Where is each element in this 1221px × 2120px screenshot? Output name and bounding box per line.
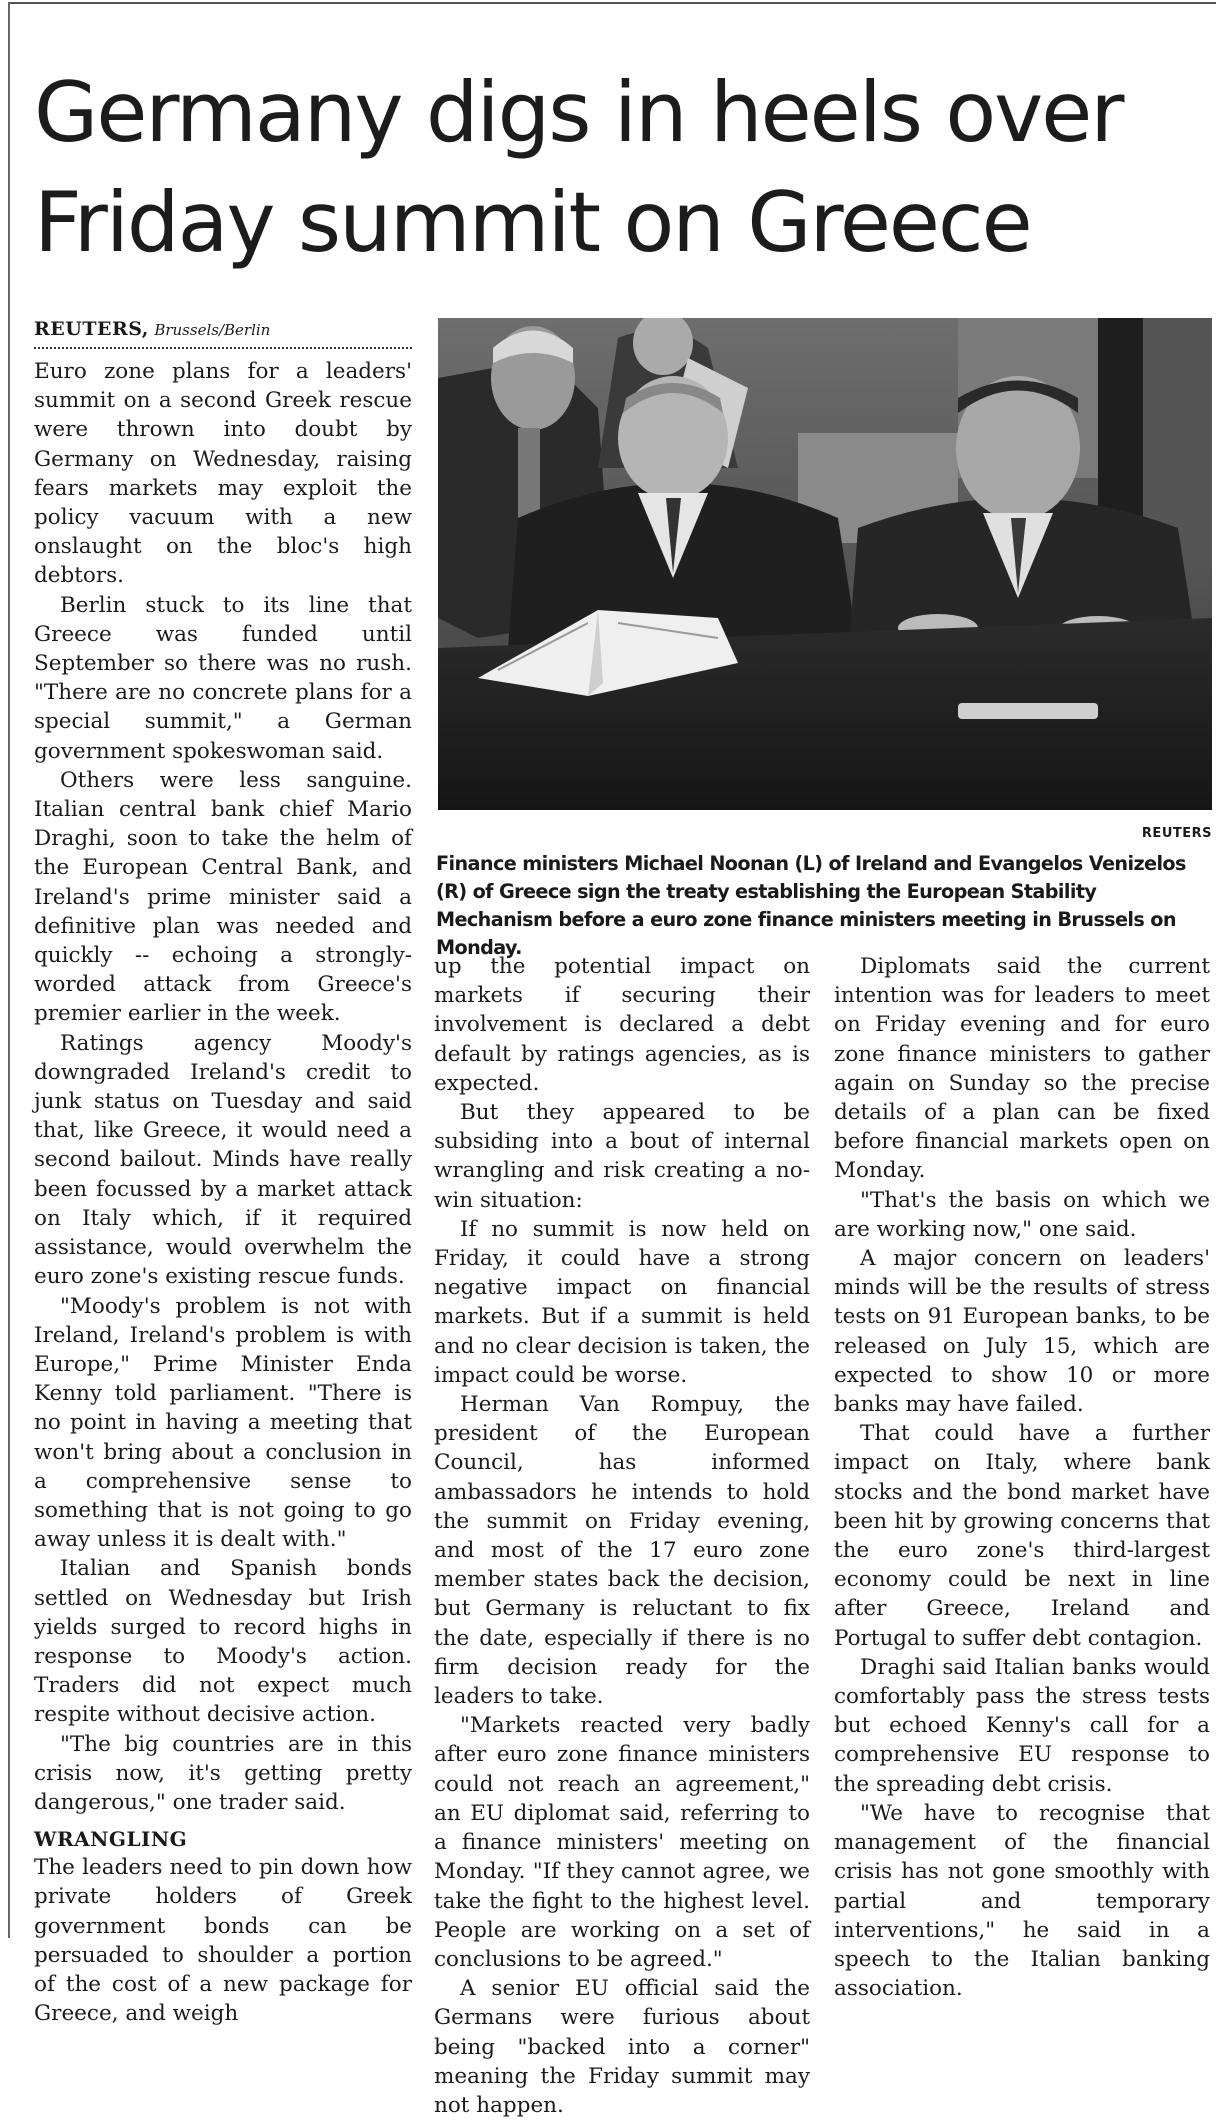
- headline: [34, 58, 1214, 278]
- photo-illustration: [438, 318, 1212, 810]
- paragraph: "That's the basis on which we are working now," one said.: [834, 1187, 1210, 1242]
- byline: [34, 318, 412, 349]
- nameplate: [958, 703, 1098, 719]
- headline-line-1: Germany digs in heels over: [34, 64, 1123, 161]
- news-photo: [438, 318, 1212, 810]
- top-rule: [10, 2, 1216, 4]
- byline-location: Brussels/Berlin: [154, 321, 271, 339]
- paragraph: Herman Van Rompuy, the president of the European Council, has informed ambassadors he intends to hold the summit on Friday evening, and most of the 17 euro zone member states back the decision, but Germany is reluctant to fix the date, especially if there is no firm decision ready for the leaders to take.: [434, 1392, 810, 1710]
- photo-caption: Finance ministers Michael Noonan (L) of Ireland and Evangelos Venizelos (R) of Greece sign the treaty establishing the European Stability Mechanism before a euro zone finance ministers meeting in Brussels on Monday.: [436, 852, 1186, 959]
- paragraph: That could have a further impact on Italy, where bank stocks and the bond market have been hit by growing concerns that the euro zone's third-largest economy could be next in line after Greece, Ireland and Portugal to suffer debt contagion.: [834, 1421, 1210, 1651]
- paragraph: The leaders need to pin down how private holders of Greek government bonds can be persuaded to shoulder a portion of the cost of a new package for Greece, and weigh: [34, 1855, 412, 2027]
- article-column-3: [834, 952, 1210, 2003]
- subhead-wrangling: WRANGLING: [34, 1827, 188, 1852]
- paragraph: Others were less sanguine. Italian central bank chief Mario Draghi, soon to take the helm of the European Central Bank, and Ireland's prime minister said a definitive plan was needed and quickly -- echoing a strongly-worded attack from Greece's premier earlier in the week.: [34, 767, 412, 1027]
- article-column-2: [434, 952, 810, 2120]
- paragraph: "We have to recognise that management of the financial crisis has not gone smoothly with partial and temporary interventions," he said in a speech to the Italian banking association.: [834, 1800, 1210, 2002]
- paragraph: Euro zone plans for a leaders' summit on a second Greek rescue were thrown into doubt by Germany on Wednesday, raising fears markets may exploit the policy vacuum with a new onslaught on the bloc's high debtors.: [34, 359, 412, 589]
- paragraph: If no summit is now held on Friday, it could have a strong negative impact on financial markets. But if a summit is held and no clear decision is taken, the impact could be worse.: [434, 1216, 810, 1388]
- left-rule: [8, 2, 10, 1938]
- paragraph: Italian and Spanish bonds settled on Wednesday but Irish yields surged to record highs in response to Moody's action. Traders did not expect much respite without decisive action.: [34, 1556, 412, 1728]
- byline-agency: REUTERS,: [34, 318, 149, 340]
- paragraph: A major concern on leaders' minds will be the results of stress tests on 91 European banks, to be released on July 15, which are expected to show 10 or more banks may have failed.: [834, 1246, 1210, 1418]
- paragraph: "The big countries are in this crisis now, it's getting pretty dangerous," one trader said.: [34, 1731, 412, 1815]
- article-column-1: [34, 318, 412, 2028]
- paragraph: Ratings agency Moody's downgraded Ireland's credit to junk status on Tuesday and said that, like Greece, it would need a second bailout. Minds have really been focussed by a market attack on Italy which, if it required assistance, would overwhelm the euro zone's existing rescue funds.: [34, 1030, 412, 1290]
- paragraph: "Markets reacted very badly after euro zone finance ministers could not reach an agreement," an EU diplomat said, referring to a finance ministers' meeting on Monday. "If they cannot agree, we take the fight to the highest level. People are working on a set of conclusions to be agreed.": [434, 1713, 810, 1972]
- paragraph: A senior EU official said the Germans were furious about being "backed into a corner" meaning the Friday summit may not happen.: [434, 1976, 810, 2118]
- photo-credit: REUTERS: [1141, 826, 1212, 841]
- paragraph: But they appeared to be subsiding into a bout of internal wrangling and risk creating a no-win situation:: [434, 1100, 810, 1213]
- paragraph: up the potential impact on markets if securing their involvement is declared a debt default by ratings agencies, as is expected.: [434, 954, 810, 1096]
- paragraph: Draghi said Italian banks would comfortably pass the stress tests but echoed Kenny's call for a comprehensive EU response to the spreading debt crisis.: [834, 1654, 1210, 1797]
- paragraph: Diplomats said the current intention was for leaders to meet on Friday evening and for euro zone finance ministers to gather again on Sunday so the precise details of a plan can be fixed before financial markets open on Monday.: [834, 954, 1210, 1184]
- headline-line-2: Friday summit on Greece: [34, 174, 1031, 271]
- paragraph: "Moody's problem is not with Ireland, Ireland's problem is with Europe," Prime Minister Enda Kenny told parliament. "There is no point in having a meeting that won't bring about a conclusion in a comprehensive sense to something that is not going to go away unless it is dealt with.": [34, 1293, 412, 1553]
- paragraph: Berlin stuck to its line that Greece was funded until September so there was no rush. "There are no concrete plans for a special summit," a German government spokeswoman said.: [34, 592, 412, 764]
